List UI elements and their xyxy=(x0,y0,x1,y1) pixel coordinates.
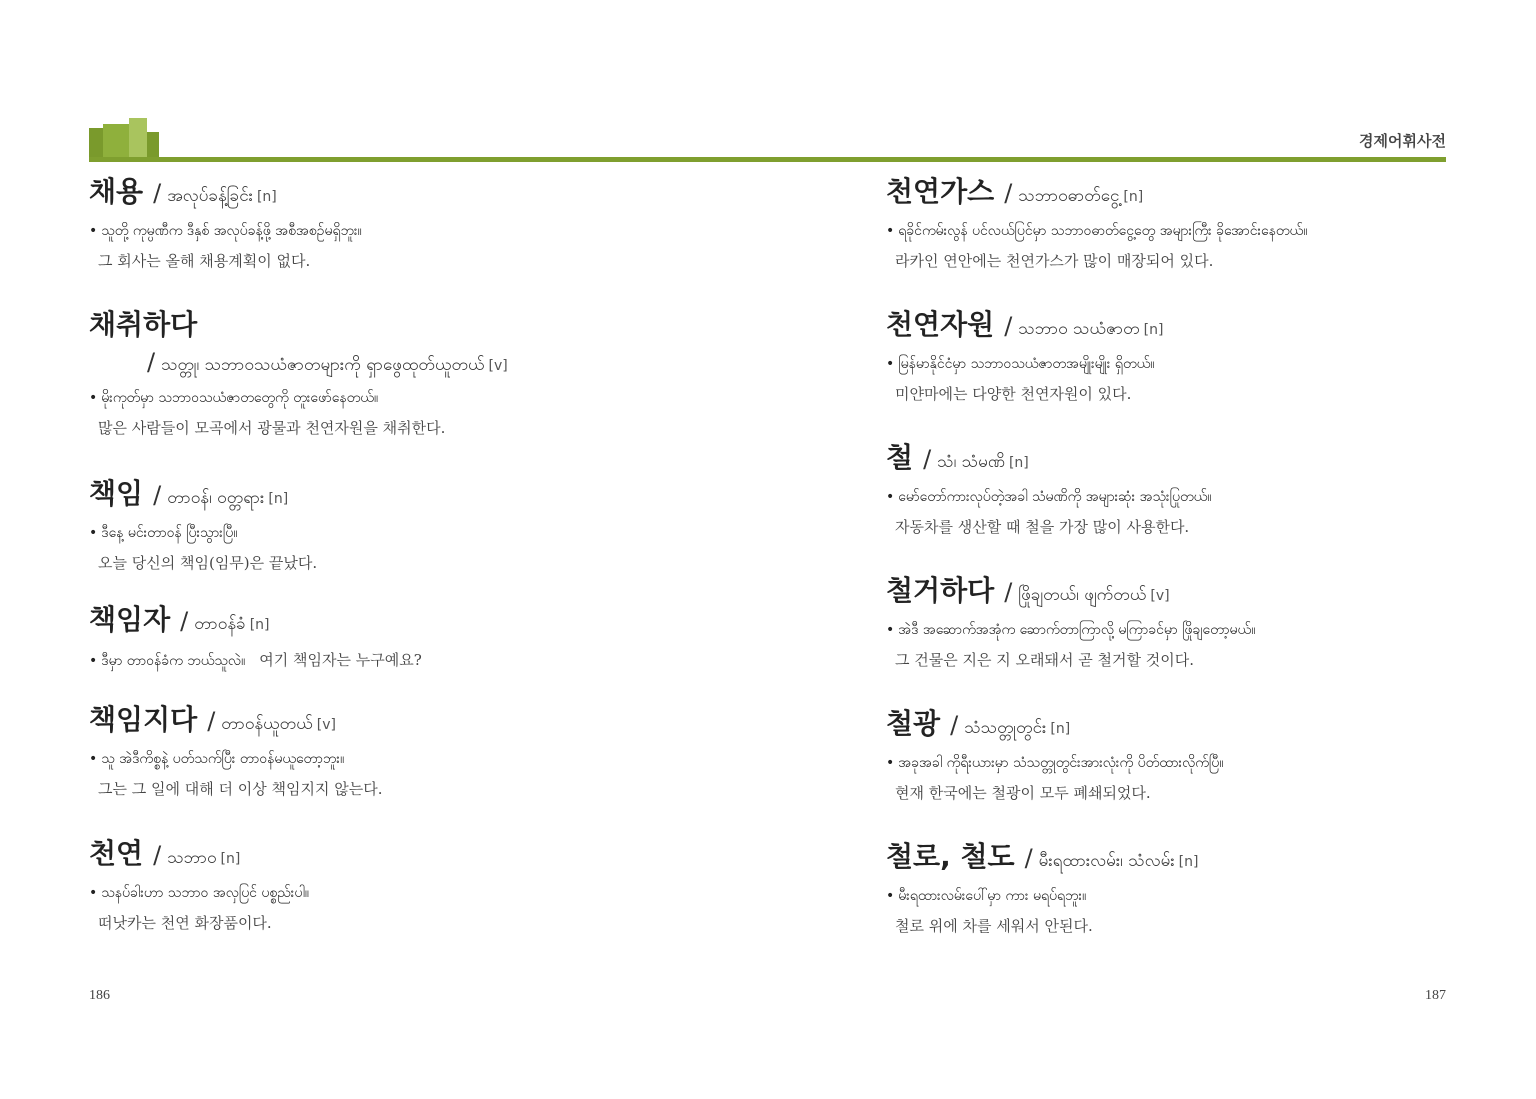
dictionary-entry xyxy=(886,707,1466,803)
bullet: • xyxy=(89,222,98,239)
dictionary-entry xyxy=(886,574,1466,670)
bullet: • xyxy=(886,355,895,372)
example-korean: 자동차를 생산할 때 철을 가장 많이 사용한다. xyxy=(895,517,1190,536)
entry-headline xyxy=(89,703,739,737)
entry-term: 천연자원 xyxy=(886,308,995,341)
entry-headline xyxy=(89,308,739,342)
example-myanmar xyxy=(886,221,1466,242)
entry-headline xyxy=(886,175,1466,209)
entry-meaning: သံသတ္တုတွင်း xyxy=(964,718,1047,738)
entry-meaning: သဘာဝဓာတ်ငွေ့ xyxy=(1018,186,1120,206)
separator: / xyxy=(153,481,162,509)
separator: / xyxy=(1004,312,1013,340)
bullet: • xyxy=(89,524,98,541)
entry-headline xyxy=(886,308,1466,342)
example-korean: 여기 책임자는 누구예요? xyxy=(259,650,422,669)
bullet: • xyxy=(886,621,895,638)
example-myanmar-text: ဒီနေ့ မင်းတာဝန် ပြီးသွားပြီ။ xyxy=(101,524,238,541)
example-myanmar xyxy=(886,753,1466,774)
example-korean: 현재 한국에는 철광이 모두 폐쇄되었다. xyxy=(895,783,1151,802)
entry-term: 철로, 철도 xyxy=(886,840,1015,873)
entry-headline xyxy=(886,441,1466,475)
example-korean: 그 건물은 지은 지 오래돼서 곧 철거할 것이다. xyxy=(895,650,1194,669)
entry-headline xyxy=(886,574,1466,608)
entry-term: 철 xyxy=(886,441,914,474)
separator: / xyxy=(180,607,189,635)
part-of-speech: [v] xyxy=(1150,588,1170,604)
bullet: • xyxy=(886,488,895,505)
entry-meaning: တာဝန်ယူတယ် xyxy=(221,714,313,734)
part-of-speech: [n] xyxy=(1178,854,1199,870)
example-myanmar xyxy=(886,886,1466,907)
part-of-speech: [n] xyxy=(249,617,270,633)
entry-term: 책임지다 xyxy=(89,703,198,736)
separator: / xyxy=(207,707,216,735)
entry-meaning: သဘာဝ သယံဇာတ xyxy=(1018,319,1140,339)
example-korean: 미얀마에는 다양한 천연자원이 있다. xyxy=(895,384,1132,403)
bullet: • xyxy=(886,887,895,904)
example-myanmar-text: မြန်မာနိုင်ငံမှာ သဘာဝသယံဇာတအမျိုးမျိုး ရှိတယ်။ xyxy=(898,355,1155,372)
dictionary-entry xyxy=(89,837,739,933)
separator: / xyxy=(147,347,156,376)
header-rule xyxy=(89,157,1446,162)
entry-term: 천연가스 xyxy=(886,175,995,208)
example-myanmar xyxy=(886,487,1466,508)
separator: / xyxy=(1024,844,1033,872)
entry-meaning: သံ၊ သံမဏိ xyxy=(937,452,1005,472)
example-korean: 라카인 연안에는 천연가스가 많이 매장되어 있다. xyxy=(895,251,1214,270)
separator: / xyxy=(950,711,959,739)
bullet: • xyxy=(89,884,98,901)
decor-block xyxy=(89,128,103,160)
part-of-speech: [v] xyxy=(488,357,508,374)
example-myanmar xyxy=(89,523,739,544)
example-myanmar-text: သူ အဲဒီကိစ္စနဲ့ ပတ်သက်ပြီး တာဝန်မယူတော့ဘူး။ xyxy=(101,750,345,767)
entry-headline xyxy=(89,837,739,871)
header-decoration xyxy=(89,118,159,160)
entry-meaning: တာဝန်ခံ xyxy=(194,614,246,634)
example-myanmar xyxy=(89,388,739,409)
example-myanmar-text: မော်တော်ကားလုပ်တဲ့အခါ သံမဏိကို အများဆုံး အသုံးပြုတယ်။ xyxy=(898,488,1212,505)
dictionary-entry xyxy=(89,175,739,271)
bullet: • xyxy=(89,652,98,669)
example-myanmar-text: သနပ်ခါးဟာ သဘာဝ အလှပြင် ပစ္စည်းပါ။ xyxy=(101,884,309,901)
example-korean: 많은 사람들이 모곡에서 광물과 천연자원을 채취한다. xyxy=(98,419,446,438)
entry-definition-line xyxy=(89,348,739,377)
entry-term: 철거하다 xyxy=(886,574,995,607)
separator: / xyxy=(153,179,162,207)
example-myanmar-text: ဒီမှာ တာဝန်ခံက ဘယ်သူလဲ။ xyxy=(101,652,246,669)
entry-meaning: ဖြိုချတယ်၊ ဖျက်တယ် xyxy=(1018,585,1147,605)
example-myanmar-text: သူတို့ ကုမ္ပဏီက ဒီနှစ် အလုပ်ခန့်ဖို့ အစီအစဉ်မရှိဘူး။ xyxy=(101,222,362,239)
entry-meaning: အလုပ်ခန့်ခြင်း xyxy=(167,186,253,206)
entry-meaning: သတ္တု၊ သဘာဝသယံဇာတများကို ရှာဖွေထုတ်ယူတယ် xyxy=(161,354,485,375)
decor-block xyxy=(103,124,129,160)
entry-term: 채취하다 xyxy=(89,308,198,341)
dictionary-entry xyxy=(89,308,739,438)
example-korean: 떠낫카는 천연 화장품이다. xyxy=(98,913,272,932)
example-myanmar-text: အခုအခါ ကိုရီးယားမှာ သံသတ္တုတွင်းအားလုံးကို ပိတ်ထားလိုက်ပြီ။ xyxy=(898,754,1224,771)
dictionary-entry xyxy=(886,840,1466,936)
part-of-speech: [n] xyxy=(1143,322,1164,338)
example-myanmar-text: အဲဒီ အဆောက်အအုံက ဆောက်တာကြာလို့ မကြာခင်မှာ ဖြိုချတော့မယ်။ xyxy=(898,621,1256,638)
example-myanmar xyxy=(89,221,739,242)
dictionary-entry xyxy=(886,441,1466,537)
book-title: 경제어휘사전 xyxy=(1359,132,1446,150)
example-myanmar xyxy=(886,354,1466,375)
part-of-speech: [v] xyxy=(316,717,336,733)
example-myanmar xyxy=(886,620,1466,641)
part-of-speech: [n] xyxy=(220,851,241,867)
dictionary-entry xyxy=(886,175,1466,271)
example-myanmar xyxy=(89,649,739,672)
entry-headline xyxy=(89,477,739,511)
page-number-right: 187 xyxy=(1425,988,1446,1003)
bullet: • xyxy=(886,222,895,239)
part-of-speech: [n] xyxy=(1008,455,1029,471)
entry-headline xyxy=(89,603,739,637)
example-myanmar xyxy=(89,883,739,904)
entry-term: 채용 xyxy=(89,175,144,208)
dictionary-entry xyxy=(89,603,739,672)
separator: / xyxy=(153,841,162,869)
bullet: • xyxy=(89,750,98,767)
entry-meaning: မီးရထားလမ်း၊ သံလမ်း xyxy=(1038,851,1175,871)
decor-block xyxy=(147,132,159,160)
separator: / xyxy=(1004,578,1013,606)
entry-headline xyxy=(886,840,1466,874)
example-korean: 오늘 당신의 책임(임무)은 끝났다. xyxy=(98,553,318,572)
dictionary-entry xyxy=(89,477,739,573)
separator: / xyxy=(1004,179,1013,207)
example-korean: 그 회사는 올해 채용계획이 없다. xyxy=(98,251,311,270)
example-korean: 그는 그 일에 대해 더 이상 책임지지 않는다. xyxy=(98,779,383,798)
example-myanmar-text: မိုးကုတ်မှာ သဘာဝသယံဇာတတွေကို တူးဖော်နေတယ်။ xyxy=(101,390,379,407)
example-myanmar-text: မီးရထားလမ်းပေါ်မှာ ကား မရပ်ရဘူး။ xyxy=(898,887,1087,904)
separator: / xyxy=(923,445,932,473)
entry-headline xyxy=(89,175,739,209)
example-korean: 철로 위에 차를 세워서 안된다. xyxy=(895,916,1093,935)
example-myanmar-text: ရခိုင်ကမ်းလွန် ပင်လယ်ပြင်မှာ သဘာဝဓာတ်ငွေ့တွေ အများကြီး ခိုအောင်းနေတယ်။ xyxy=(898,222,1308,239)
entry-term: 책임 xyxy=(89,477,144,510)
entry-term: 천연 xyxy=(89,837,144,870)
entry-meaning: တာဝန်၊ ဝတ္တရား xyxy=(167,488,265,508)
bullet: • xyxy=(886,754,895,771)
dictionary-entry xyxy=(89,703,739,799)
entry-meaning: သဘာဝ xyxy=(167,848,217,868)
part-of-speech: [n] xyxy=(1123,189,1144,205)
decor-block xyxy=(129,118,147,160)
bullet: • xyxy=(89,390,98,407)
entry-term: 책임자 xyxy=(89,603,171,636)
part-of-speech: [n] xyxy=(256,189,277,205)
page-number-left: 186 xyxy=(89,988,110,1003)
example-myanmar xyxy=(89,749,739,770)
part-of-speech: [n] xyxy=(268,491,289,507)
entry-term: 철광 xyxy=(886,707,941,740)
entry-headline xyxy=(886,707,1466,741)
dictionary-entry xyxy=(886,308,1466,404)
part-of-speech: [n] xyxy=(1050,721,1071,737)
